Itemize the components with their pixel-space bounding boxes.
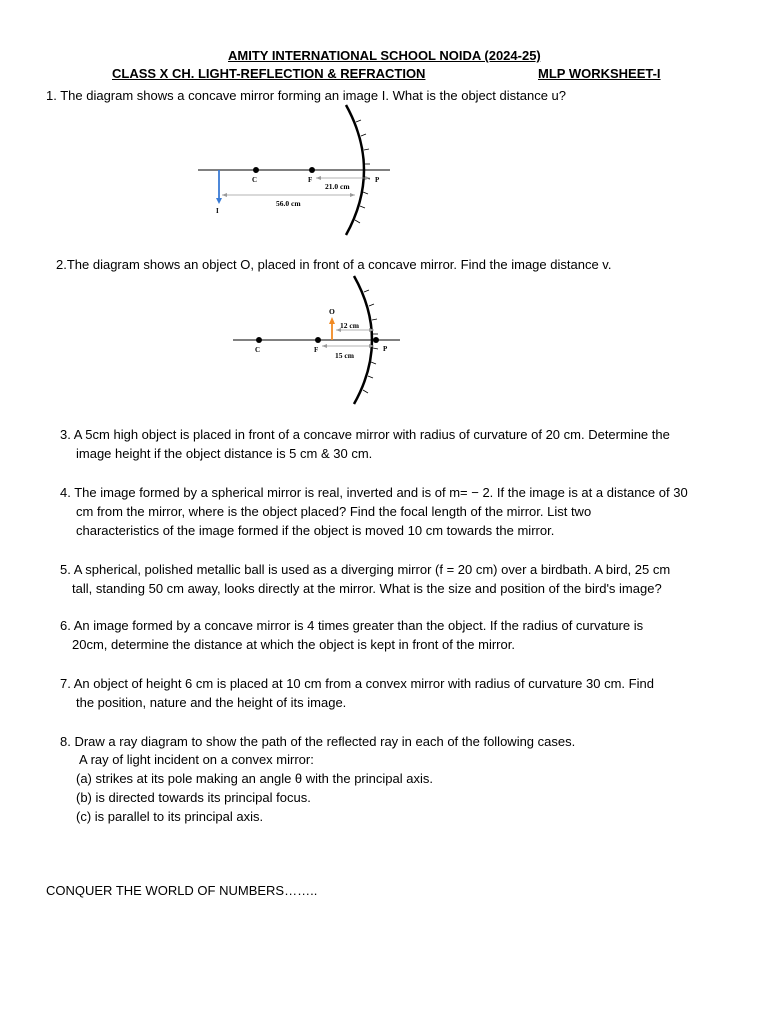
image-arrowhead xyxy=(216,198,222,204)
question-7-line-1: 7. An object of height 6 cm is placed at 10 cm from a convex mirror with radius of curvature 30 cm. Find xyxy=(60,676,654,691)
label-p: P xyxy=(375,176,380,184)
dimension-label-56: 56.0 cm xyxy=(276,199,301,208)
question-8-case-a: (a) strikes at its pole making an angle θ with the principal axis. xyxy=(76,771,433,786)
label-i: I xyxy=(216,207,219,215)
center-of-curvature-point xyxy=(253,167,259,173)
label-f: F xyxy=(314,346,319,354)
school-title: AMITY INTERNATIONAL SCHOOL NOIDA (2024-25) xyxy=(228,48,541,63)
focus-point xyxy=(309,167,315,173)
question-6-line-2: 20cm, determine the distance at which the object is kept in front of the mirror. xyxy=(72,637,515,652)
worksheet-title: MLP WORKSHEET-I xyxy=(538,66,661,81)
pole-point xyxy=(373,337,379,343)
question-8-line-2: A ray of light incident on a convex mirror: xyxy=(79,752,314,767)
class-chapter-title: CLASS X CH. LIGHT-REFLECTION & REFRACTION xyxy=(112,66,426,81)
label-c: C xyxy=(255,346,261,354)
question-1: 1. The diagram shows a concave mirror forming an image I. What is the object distance u? xyxy=(46,88,567,103)
question-8-case-b: (b) is directed towards its principal focus. xyxy=(76,790,311,805)
figure-1-concave-mirror xyxy=(190,100,400,245)
label-f: F xyxy=(308,176,313,184)
question-5-line-1: 5. A spherical, polished metallic ball is used as a diverging mirror (f = 20 cm) over a birdbath. A bird, 25 cm xyxy=(60,562,671,577)
label-o: O xyxy=(329,307,335,316)
question-5-line-2: tall, standing 50 cm away, looks directly at the mirror. What is the size and position of the bird's image? xyxy=(72,581,662,596)
figure-2-concave-mirror xyxy=(228,270,408,410)
question-4-line-2: cm from the mirror, where is the object placed? Find the focal length of the mirror. List two xyxy=(76,504,592,519)
object-arrowhead xyxy=(329,317,335,324)
question-3-line-2: image height if the object distance is 5 cm & 30 cm. xyxy=(76,446,373,461)
center-of-curvature-point xyxy=(256,337,262,343)
dimension-label-15: 15 cm xyxy=(335,351,354,360)
question-8-line-1: 8. Draw a ray diagram to show the path of the reflected ray in each of the following cases. xyxy=(60,734,576,749)
question-7-line-2: the position, nature and the height of its image. xyxy=(76,695,347,710)
label-c: C xyxy=(252,176,258,184)
focus-point xyxy=(315,337,321,343)
question-8-case-c: (c) is parallel to its principal axis. xyxy=(76,809,264,824)
question-3-line-1: 3. A 5cm high object is placed in front of a concave mirror with radius of curvature of 20 cm. Determine the xyxy=(60,427,670,442)
footer-motto: CONQUER THE WORLD OF NUMBERS…….. xyxy=(46,883,318,898)
question-6-line-1: 6. An image formed by a concave mirror is 4 times greater than the object. If the radius of curvature is xyxy=(60,618,644,633)
dimension-label-12: 12 cm xyxy=(340,321,359,330)
dimension-label-21: 21.0 cm xyxy=(325,182,350,191)
question-4-line-3: characteristics of the image formed if the object is moved 10 cm towards the mirror. xyxy=(76,523,555,538)
question-4-line-1: 4. The image formed by a spherical mirror is real, inverted and is of m= − 2. If the image is at a distance of 30 xyxy=(60,485,688,500)
label-p: P xyxy=(383,345,388,353)
question-2: 2.The diagram shows an object O, placed in front of a concave mirror. Find the image distance v. xyxy=(56,257,612,272)
